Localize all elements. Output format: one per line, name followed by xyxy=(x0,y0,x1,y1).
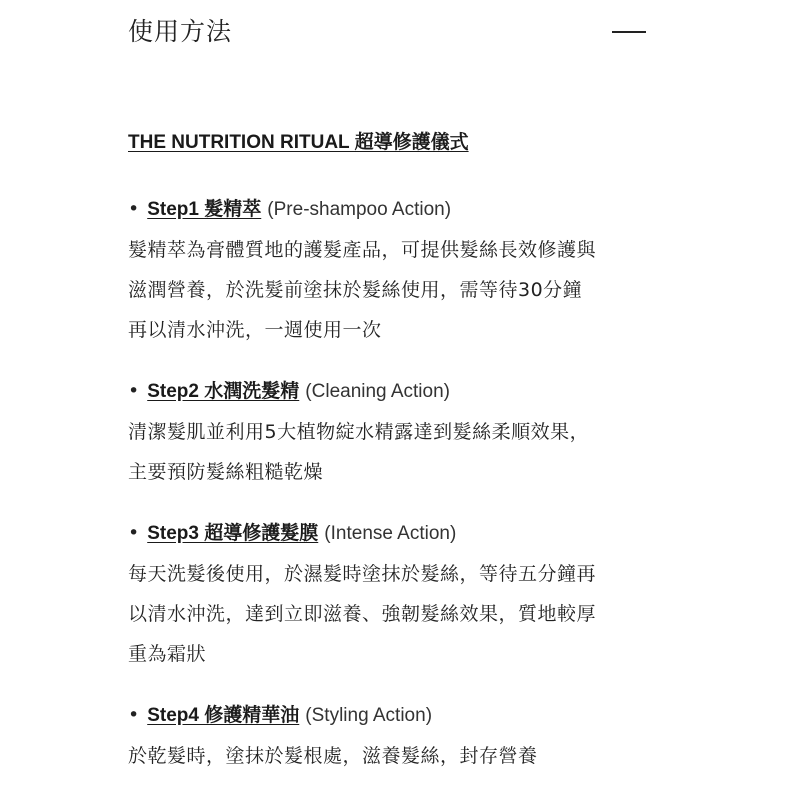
step-heading xyxy=(128,376,668,407)
section-title: THE NUTRITION RITUAL 超導修護儀式 xyxy=(128,132,469,153)
step-action: (Pre-shampoo Action) xyxy=(267,199,452,220)
step-name[interactable]: Step1 髮精萃 xyxy=(147,199,262,220)
step-description: 於乾髮時，塗抹於髮根處，滋養髮絲，封存營養 xyxy=(128,745,538,767)
bullet-icon: • xyxy=(128,522,140,544)
step-name[interactable]: Step3 超導修護髮膜 xyxy=(147,523,319,544)
bullet-icon: • xyxy=(128,704,140,726)
accordion-content xyxy=(128,128,668,802)
step-item xyxy=(128,518,668,674)
step-action: (Cleaning Action) xyxy=(305,381,450,402)
minus-icon[interactable] xyxy=(612,20,646,44)
step-description: 髮精萃為膏體質地的護髮產品，可提供髮絲長效修護與 滋潤營養，於洗髮前塗抹於髮絲使用，需等待30分鐘 再以清水沖洗，一週使用一次 xyxy=(128,239,597,341)
bullet-icon: • xyxy=(128,380,140,402)
step-heading xyxy=(128,518,668,549)
step-item xyxy=(128,700,668,776)
step-heading xyxy=(128,194,668,225)
step-description: 每天洗髮後使用，於濕髮時塗抹於髮絲，等待五分鐘再 以清水沖洗，達到立即滋養、強韌髮絲效果，質地較厚 重為霜狀 xyxy=(128,563,597,665)
step-heading xyxy=(128,700,668,731)
minus-icon-bar xyxy=(612,31,646,33)
step-item xyxy=(128,194,668,350)
accordion-header[interactable] xyxy=(128,14,648,54)
step-description: 清潔髮肌並利用5大植物綻水精露達到髮絲柔順效果， 主要預防髮絲粗糙乾燥 xyxy=(128,421,590,483)
step-name[interactable]: Step2 水潤洗髮精 xyxy=(147,381,300,402)
usage-title: 使用方法 xyxy=(128,17,233,46)
bullet-icon: • xyxy=(128,198,140,220)
step-action: (Styling Action) xyxy=(305,705,433,726)
step-name[interactable]: Step4 修護精華油 xyxy=(147,705,300,726)
step-item xyxy=(128,376,668,492)
step-action: (Intense Action) xyxy=(324,523,457,544)
